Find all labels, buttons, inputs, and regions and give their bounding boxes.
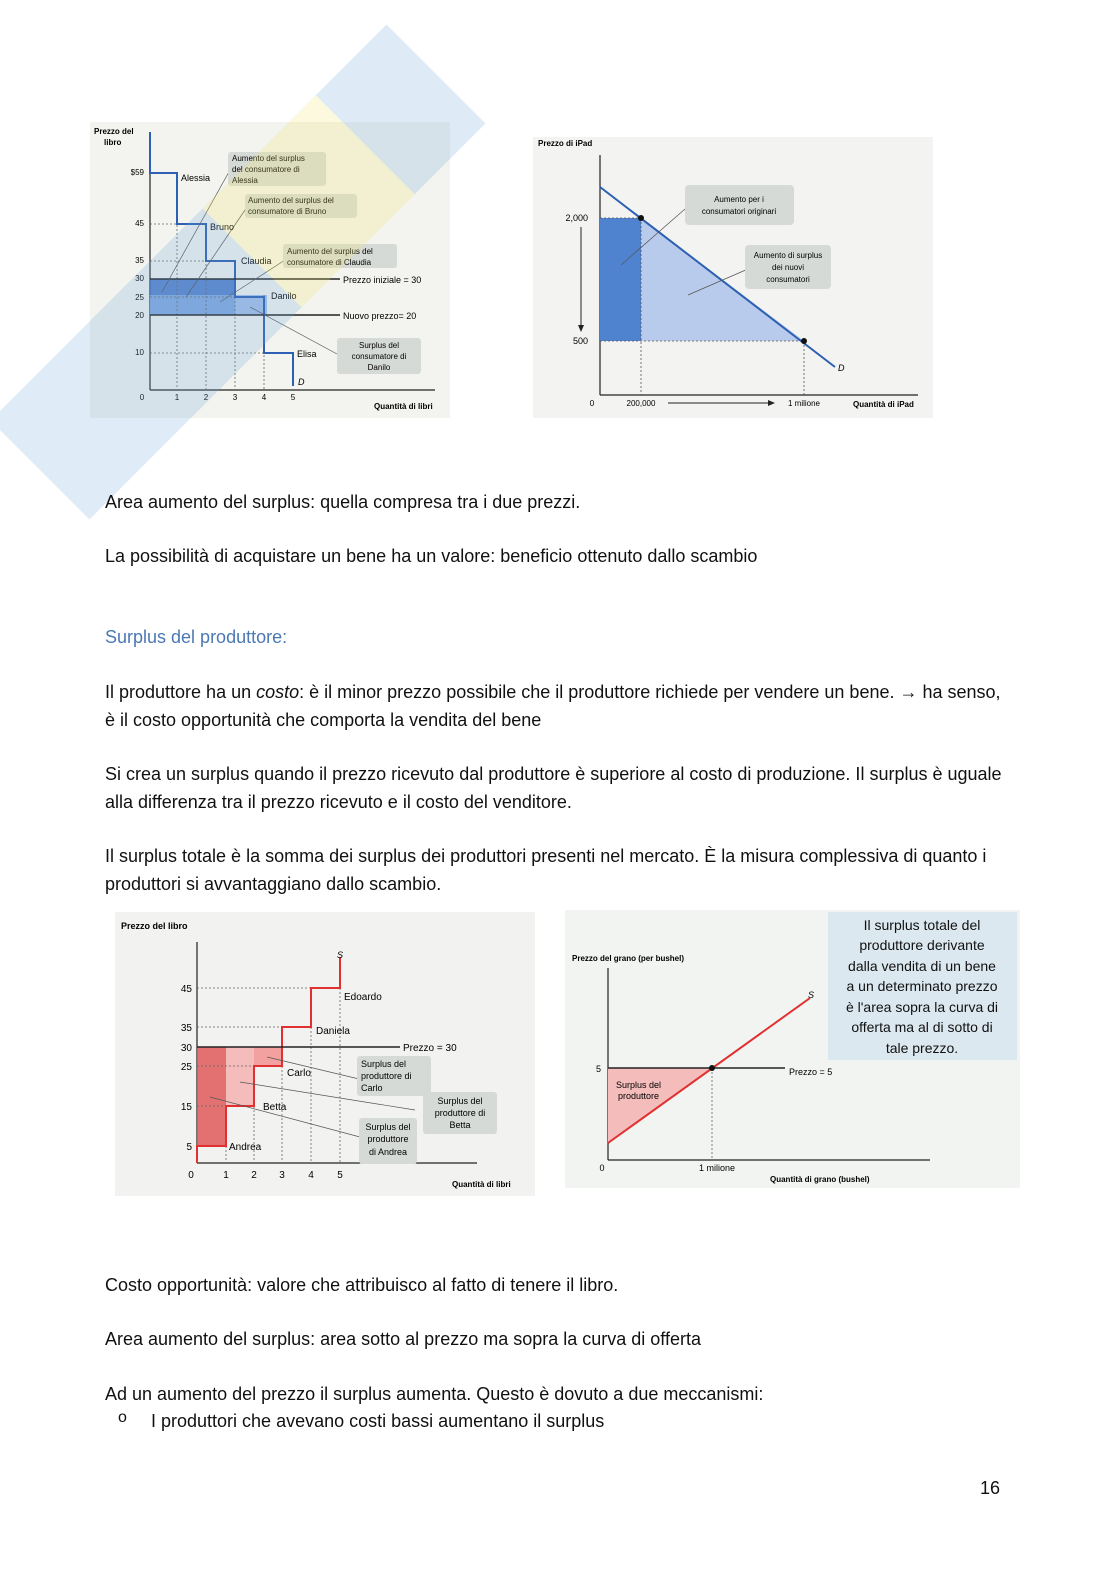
svg-text:consumatori: consumatori (766, 275, 810, 284)
svg-text:consumatore di: consumatore di (351, 352, 407, 361)
seller-carlo: Carlo (287, 1068, 311, 1079)
x-tick: 0 (139, 393, 145, 402)
demand-curve-label: D (838, 363, 845, 373)
original-consumers-surplus-area (600, 218, 641, 341)
y-tick: 15 (180, 1102, 192, 1113)
y-tick: 10 (135, 348, 144, 357)
figure-producer-surplus-books (115, 912, 535, 1196)
x-tick: 1 (223, 1170, 229, 1181)
y-axis-label: Prezzo del (94, 127, 134, 136)
price-label: Prezzo = 5 (789, 1067, 833, 1077)
x-tick: 0 (599, 1163, 605, 1173)
note-betta (423, 1092, 497, 1134)
figure-producer-surplus-wheat (565, 910, 1020, 1188)
supply-curve-label: S (808, 990, 815, 1000)
x-tick: 2 (251, 1170, 257, 1181)
svg-text:consumatori originari: consumatori originari (701, 207, 777, 216)
seller-edoardo: Edoardo (344, 992, 382, 1003)
svg-text:Danilo: Danilo (367, 363, 391, 372)
x-tick: 0 (589, 399, 595, 408)
buyer-claudia: Claudia (241, 256, 272, 266)
x-tick: 4 (261, 393, 267, 402)
x-tick: 1 (174, 393, 180, 402)
paragraph-total-surplus: Il surplus totale è la somma dei surplus dei produttori presenti nel mercato. È la misura complessiva di quanto i produttori si avvantaggiano dallo scambio. (105, 846, 987, 894)
svg-text:consumatore di Bruno: consumatore di Bruno (248, 207, 327, 216)
box-line: è l'area sopra la curva di (845, 999, 999, 1015)
y-tick: 35 (135, 256, 144, 265)
y-tick: 2,000 (565, 213, 588, 223)
y-tick: 35 (180, 1023, 192, 1034)
equilibrium-point (709, 1065, 715, 1071)
box-line: produttore derivante (859, 937, 985, 953)
seller-betta: Betta (263, 1102, 287, 1113)
box-line: tale prezzo. (885, 1040, 959, 1056)
paragraph-producer-cost (105, 678, 1005, 734)
note-bruno (245, 194, 357, 218)
price-new-label: Nuovo prezzo= 20 (343, 311, 417, 321)
y-tick: 45 (180, 984, 192, 995)
x-tick: 200,000 (626, 399, 656, 408)
svg-text:del consumatore di: del consumatore di (232, 165, 300, 174)
text-fragment: ha senso, è il costo opportunità che comporta la vendita del bene (105, 682, 1001, 730)
y-tick: 5 (595, 1064, 601, 1074)
svg-text:Aumento del surplus del: Aumento del surplus del (248, 196, 334, 205)
point-2000 (638, 215, 644, 221)
note-carlo (357, 1056, 431, 1096)
svg-text:Surplus del: Surplus del (358, 341, 400, 350)
y-tick: $59 (130, 168, 144, 177)
text-italic-cost: costo (256, 682, 300, 702)
svg-text:produttore di: produttore di (361, 1071, 412, 1081)
paragraph-area-under-price: Area aumento del surplus: area sotto al prezzo ma sopra la curva di offerta (105, 1329, 701, 1349)
buyer-danilo: Danilo (271, 291, 297, 301)
svg-text:di Andrea: di Andrea (368, 1147, 408, 1157)
seller-daniela: Daniela (316, 1026, 350, 1037)
figure-consumer-surplus-ipad (533, 137, 933, 418)
svg-text:Carlo: Carlo (361, 1083, 383, 1093)
price-initial-label: Prezzo iniziale = 30 (343, 275, 422, 285)
x-tick: 5 (290, 393, 296, 402)
buyer-bruno: Bruno (210, 222, 235, 232)
svg-text:Aumento per i: Aumento per i (714, 195, 764, 204)
paragraph-opportunity-cost: Costo opportunità: valore che attribuisco al fatto di tenere il libro. (105, 1275, 619, 1295)
explanation-box (828, 912, 1017, 1060)
box-line: a un determinato prezzo (846, 978, 998, 994)
svg-text:produttore: produttore (367, 1134, 409, 1144)
surplus-andrea-area (197, 1047, 226, 1146)
x-axis-label: Quantità di grano (bushel) (770, 1175, 870, 1184)
y-axis-label: Prezzo del libro (121, 921, 188, 931)
note-original-consumers (685, 185, 794, 225)
figure-background (115, 912, 535, 1196)
point-500 (801, 338, 807, 344)
x-tick: 4 (308, 1170, 314, 1181)
x-tick: 2 (203, 393, 209, 402)
svg-text:Aumento del surplus: Aumento del surplus (232, 154, 305, 163)
surplus-label-2: produttore (618, 1091, 660, 1101)
surplus-label: Surplus del (616, 1080, 662, 1090)
arrow-right-icon: → (899, 682, 918, 702)
figure-consumer-surplus-books (90, 122, 450, 418)
y-axis-label-2: libro (104, 138, 122, 147)
svg-text:dei nuovi: dei nuovi (771, 263, 805, 272)
y-axis-label: Prezzo del grano (per bushel) (572, 954, 685, 963)
seller-andrea: Andrea (229, 1142, 262, 1153)
supply-curve-label: S (337, 950, 344, 960)
surplus-carlo-area (254, 1047, 282, 1066)
svg-text:Alessia: Alessia (232, 176, 258, 185)
price-label: Prezzo = 30 (403, 1043, 457, 1054)
x-axis-label: Quantità di libri (374, 402, 433, 411)
bullet-item-low-costs: I produttori che avevano costi bassi aumentano il surplus (151, 1411, 605, 1431)
y-tick: 30 (135, 274, 144, 283)
x-tick: 0 (188, 1170, 194, 1181)
demand-curve-label: D (298, 377, 305, 387)
y-tick: 25 (135, 293, 144, 302)
x-tick: 5 (337, 1170, 343, 1181)
note-claudia (283, 244, 397, 268)
note-andrea (359, 1118, 417, 1164)
paragraph-purchase-value: La possibilità di acquistare un bene ha un valore: beneficio ottenuto dallo scambio (105, 546, 758, 566)
paragraph-area-increase: Area aumento del surplus: quella compresa tra i due prezzi. (105, 492, 581, 512)
svg-text:produttore di: produttore di (434, 1108, 486, 1118)
page-number: 16 (980, 1478, 1001, 1498)
y-tick: 5 (186, 1142, 192, 1153)
x-axis-label: Quantità di iPad (853, 400, 914, 409)
y-tick: 45 (135, 219, 144, 228)
y-tick: 25 (180, 1062, 192, 1073)
svg-text:consumatore di Claudia: consumatore di Claudia (287, 258, 372, 267)
box-line: Il surplus totale del (863, 917, 981, 933)
y-tick: 30 (180, 1043, 192, 1054)
x-tick: 3 (279, 1170, 285, 1181)
bullet-marker: o (118, 1409, 127, 1426)
x-tick: 3 (232, 393, 238, 402)
y-tick: 20 (135, 311, 144, 320)
svg-text:Aumento di surplus: Aumento di surplus (753, 251, 823, 260)
figure-background (533, 137, 933, 418)
paragraph-surplus-creation: Si crea un surplus quando il prezzo ricevuto dal produttore è superiore al costo di produzione. Il surplus è uguale alla differenza tra il prezzo ricevuto e il costo del venditore. (105, 764, 1002, 812)
y-axis-label: Prezzo di iPad (538, 139, 593, 148)
buyer-elisa: Elisa (297, 349, 317, 359)
text-fragment: : è il minor prezzo possibile che il produttore richiede per vendere un bene. (299, 682, 900, 702)
surplus-betta-area (226, 1047, 254, 1106)
box-line: offerta ma al di sotto di (851, 1019, 993, 1035)
box-line: dalla vendita di un bene (848, 958, 996, 974)
note-alessia (228, 152, 326, 186)
buyer-alessia: Alessia (181, 173, 211, 183)
text-fragment: Il produttore ha un (105, 682, 257, 702)
x-tick: 1 milione (787, 399, 821, 408)
svg-text:Surplus del: Surplus del (365, 1122, 411, 1132)
x-axis-label: Quantità di libri (452, 1180, 511, 1189)
section-heading-producer-surplus: Surplus del produttore: (105, 627, 288, 647)
svg-text:Surplus del: Surplus del (361, 1059, 407, 1069)
svg-text:Aumento del surplus del: Aumento del surplus del (287, 247, 373, 256)
svg-text:Surplus del: Surplus del (437, 1096, 483, 1106)
x-tick: 1 milione (698, 1163, 736, 1173)
paragraph-price-increase: Ad un aumento del prezzo il surplus aumenta. Questo è dovuto a due meccanismi: (105, 1384, 764, 1404)
y-tick: 500 (572, 336, 588, 346)
svg-text:Betta: Betta (449, 1120, 471, 1130)
note-new-consumers (745, 245, 831, 289)
note-danilo (337, 338, 421, 374)
